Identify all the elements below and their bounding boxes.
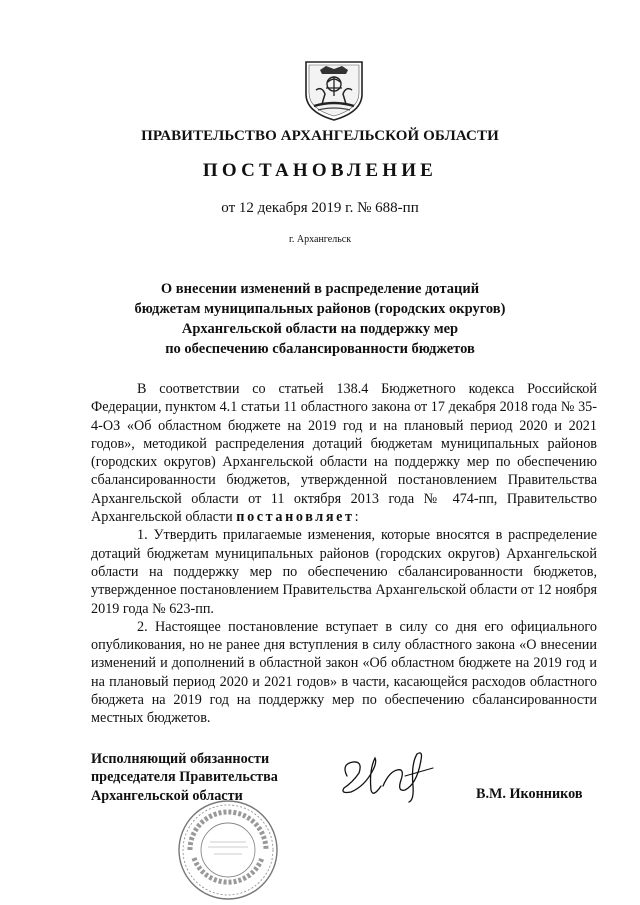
document-body <box>91 380 597 728</box>
signer-name: В.М. Иконников <box>476 786 583 802</box>
document-city: г. Архангельск <box>288 234 352 245</box>
organization-name: ПРАВИТЕЛЬСТВО АРХАНГЕЛЬСКОЙ ОБЛАСТИ <box>141 128 499 144</box>
document-title <box>0 279 640 359</box>
signer-position-line: Архангельской области <box>91 787 243 804</box>
signer-position <box>91 750 278 805</box>
coat-of-arms-icon <box>298 56 370 122</box>
title-line: по обеспечению сбалансированности бюджетов <box>165 341 475 357</box>
signature-icon <box>335 746 445 804</box>
title-line: О внесении изменений в распределение дотаций <box>160 281 480 297</box>
emphasis-text: постановляет <box>236 509 355 526</box>
document-date-number: от 12 декабря 2019 г. № 688-пп <box>221 200 419 216</box>
document-type: ПОСТАНОВЛЕНИЕ <box>202 160 438 181</box>
title-line: Архангельской области на поддержку мер <box>181 321 459 337</box>
body-paragraph: 2. Настоящее постановление вступает в силу со дня его официального опубликования, но не ранее дня вступления в силу областного закона «О внесении изменений и дополнений в областной закон «Об областном бюджете на 2019 год и на плановый период 2020 и 2021 годов» в части, касающейся расходов областного бюджета на 2019 год на поддержку мер по обеспечению сбалансированности местных бюджетов. <box>91 618 597 727</box>
body-paragraph: 1. Утвердить прилагаемые изменения, которые вносятся в распределение дотаций бюджетам муниципальных районов (городских округов) Архангельской области на поддержку мер по обеспечению сбалансированности бюджетов, утвержденное постановлением Правительства Архангельской области от 12 ноября 2019 года № 623-пп. <box>91 527 597 617</box>
title-line: бюджетам муниципальных районов (городских округов) <box>134 301 506 317</box>
body-paragraph <box>91 380 597 526</box>
round-seal-icon <box>176 798 280 902</box>
signer-position-line: председателя Правительства <box>91 769 278 786</box>
paragraph-text: В соответствии со статьей 138.4 Бюджетного кодекса Российской Федерации, пунктом 4.1 статьи 11 областного закона от 17 декабря 2018 года № 35-4-ОЗ «Об областном бюджете на 2019 год и на плановый период 2020 и 2021 годов», методикой распределения дотаций бюджетам муниципальных районов (городских округов) Архангельской области на поддержку мер по обеспечению сбалансированности бюджетов, утвержденной постановлением Правительства Архангельской области от 11 октября 2013 года № 474-пп, Правительство Архангельской области <box>91 381 597 526</box>
paragraph-end: : <box>354 509 359 526</box>
signer-position-line: Исполняющий обязанности <box>91 751 270 767</box>
